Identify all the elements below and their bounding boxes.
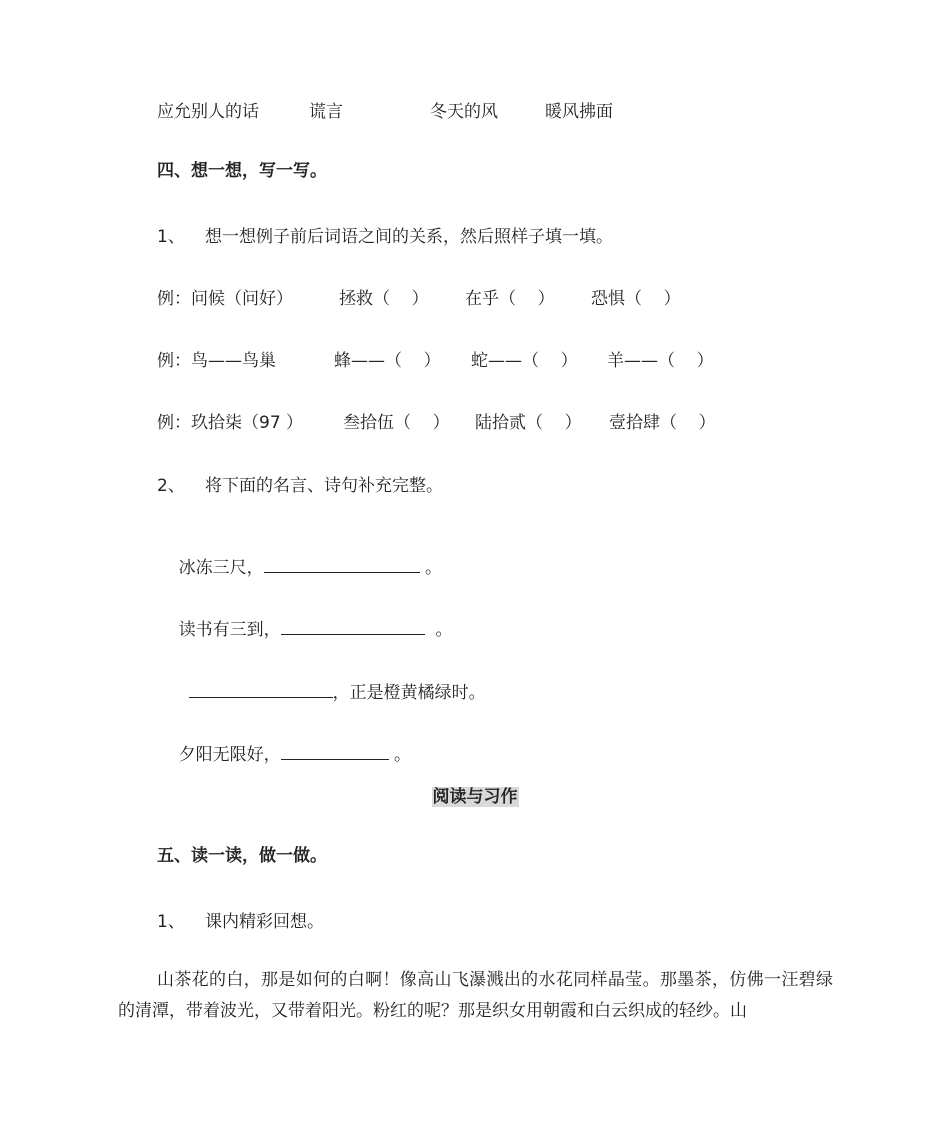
section-heading: 五、读一读，做一做。 (157, 846, 327, 866)
answer-blank[interactable] (281, 618, 425, 635)
section-title: 阅读与习作 (432, 787, 518, 807)
poem-line (167, 658, 486, 723)
question-text: 将下面的名言、诗句补充完整。 (205, 476, 443, 496)
word-item: 应允别人的话 (157, 102, 259, 122)
fill-item: 蛇——（ ） (471, 351, 578, 371)
question-number: 2、 (157, 476, 185, 496)
example-label: 例：问候（问好） (157, 289, 293, 309)
question-number: 1、 (157, 227, 185, 247)
poem-text: ，正是橙黄橘绿时。 (332, 683, 486, 703)
word-item: 谎言 (309, 102, 343, 122)
word-item: 冬天的风 (430, 102, 498, 122)
example-label: 例：玖拾柒（97 ） (157, 413, 304, 433)
poem-text: 。 (394, 745, 412, 765)
fill-item: 蜂——（ ） (334, 351, 441, 371)
fill-item: 陆拾贰（ ） (475, 413, 582, 433)
question-number: 1、 (157, 912, 185, 932)
fill-item: 恐惧（ ） (591, 289, 681, 309)
poem-text: 冰冻三尺， (178, 558, 264, 578)
answer-blank[interactable] (264, 556, 420, 573)
fill-item: 羊——（ ） (607, 351, 714, 371)
poem-text: 。 (425, 558, 443, 578)
poem-text: 夕阳无限好， (178, 745, 281, 765)
poem-line (157, 720, 411, 785)
poem-text: 。 (435, 620, 453, 640)
poem-text: 读书有三到， (178, 620, 281, 640)
poem-line (157, 595, 452, 660)
example-label: 例：鸟——鸟巢 (157, 351, 276, 371)
question-text: 课内精彩回想。 (205, 912, 324, 932)
fill-item: 叁拾伍（ ） (343, 413, 450, 433)
reading-paragraph: 山茶花的白，那是如何的白啊！像高山飞瀑溅出的水花同样晶莹。那墨茶，仿佛一汪碧绿的清潭，带着波光，又带着阳光。粉红的呢？那是织女用朝霞和白云织成的轻纱。山 (118, 970, 833, 1021)
word-item: 暖风拂面 (545, 102, 613, 122)
answer-blank[interactable] (189, 681, 333, 698)
fill-item: 在乎（ ） (465, 289, 555, 309)
poem-line (157, 533, 442, 598)
answer-blank[interactable] (281, 743, 389, 760)
reading-title-row (0, 782, 950, 807)
question-text: 想一想例子前后词语之间的关系，然后照样子填一填。 (205, 227, 613, 247)
section-heading: 四、想一想，写一写。 (157, 161, 327, 181)
fill-item: 壹拾肆（ ） (609, 413, 716, 433)
fill-item: 拯救（ ） (339, 289, 429, 309)
